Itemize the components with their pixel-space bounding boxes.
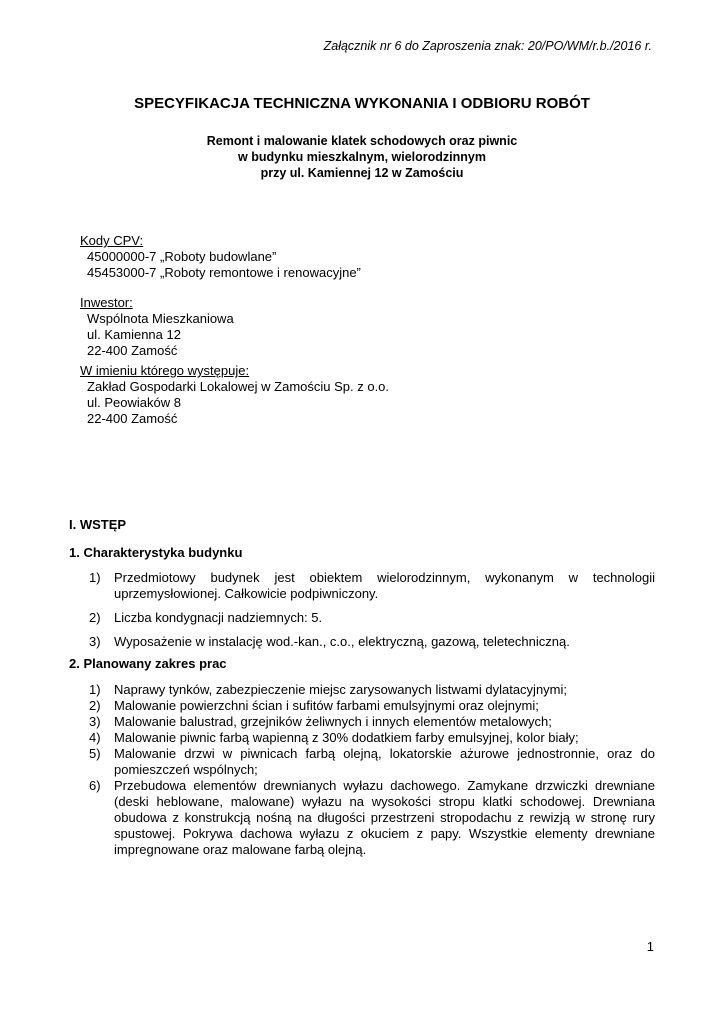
list-item (89, 610, 655, 626)
planned-works-list (89, 682, 655, 858)
item-number: 2) (89, 610, 101, 625)
item-text: Wyposażenie w instalację wod.-kan., c.o., elektryczną, gazową, teletechniczną. (114, 634, 570, 649)
item-text: Malowanie piwnic farbą wapienną z 30% dodatkiem farby emulsyjnej, kolor biały; (114, 730, 579, 745)
page-number: 1 (646, 939, 654, 954)
on-behalf-block (80, 363, 389, 427)
item-text: Przedmiotowy budynek jest obiektem wielorodzinnym, wykonanym w technologii uprzemysłowionej. Całkowicie podpiwniczony. (114, 570, 655, 601)
item-text: Liczba kondygnacji nadziemnych: 5. (114, 610, 323, 625)
on-behalf-line: ul. Peowiaków 8 (87, 395, 181, 410)
subtitle-line: w budynku mieszkalnym, wielorodzinnym (238, 150, 486, 164)
item-text: Malowanie balustrad, grzejników żeliwnych i innych elementów metalowych; (114, 714, 552, 729)
subtitle-line: przy ul. Kamiennej 12 w Zamościu (260, 166, 464, 180)
list-item (89, 682, 655, 698)
list-item (89, 730, 655, 746)
item-number: 2) (89, 698, 101, 713)
item-number: 6) (89, 778, 101, 793)
attachment-note: Załącznik nr 6 do Zaproszenia znak: 20/PO/WM/r.b./2016 r. (323, 39, 652, 53)
cpv-line: 45453000-7 „Roboty remontowe i renowacyjne” (87, 265, 361, 280)
item-text: Przebudowa elementów drewnianych wyłazu dachowego. Zamykane drzwiczki drewniane (deski heblowane, malowane) wyłazu na wysokości stropu klatki schodowej. Drewniana obudowa z konstrukcją nośną na długości przestrzeni stropodachu z rewizją w stronę rury spustowej. Pokrywa dachowa wyłazu z okuciem z papy. Wszystkie elementy drewniane impregnowane oraz malowane farbą olejną. (114, 778, 655, 857)
investor-line: ul. Kamienna 12 (87, 327, 181, 342)
item-number: 5) (89, 746, 101, 761)
list-item (89, 778, 655, 858)
list-item (89, 570, 655, 602)
item-number: 1) (89, 570, 101, 585)
list-item (89, 634, 655, 650)
subtitle-line: Remont i malowanie klatek schodowych oraz piwnic (206, 134, 518, 148)
on-behalf-line: Zakład Gospodarki Lokalowej w Zamościu Sp. z o.o. (87, 379, 390, 394)
investor-block (80, 295, 234, 359)
building-characteristics-list (89, 570, 655, 650)
subsection-heading: 2. Planowany zakres prac (69, 656, 227, 671)
investor-line: Wspólnota Mieszkaniowa (87, 311, 234, 326)
section-heading: I. WSTĘP (69, 517, 127, 532)
item-number: 3) (89, 634, 101, 649)
document-title: SPECYFIKACJA TECHNICZNA WYKONANIA I ODBIORU ROBÓT (134, 95, 590, 112)
subsection-heading: 1. Charakterystyka budynku (69, 545, 243, 560)
item-number: 3) (89, 714, 101, 729)
list-item (89, 746, 655, 778)
cpv-block (80, 233, 361, 281)
on-behalf-label: W imieniu którego występuje: (80, 363, 250, 378)
investor-line: 22-400 Zamość (87, 343, 178, 358)
cpv-line: 45000000-7 „Roboty budowlane” (87, 249, 277, 264)
list-item (89, 714, 655, 730)
cpv-label: Kody CPV: (80, 233, 144, 248)
investor-label: Inwestor: (80, 295, 133, 310)
item-number: 1) (89, 682, 101, 697)
on-behalf-line: 22-400 Zamość (87, 411, 178, 426)
item-text: Malowanie powierzchni ścian i sufitów farbami emulsyjnymi oraz olejnymi; (114, 698, 539, 713)
item-number: 4) (89, 730, 101, 745)
item-text: Naprawy tynków, zabezpieczenie miejsc zarysowanych listwami dylatacyjnymi; (114, 682, 568, 697)
item-text: Malowanie drzwi w piwnicach farbą olejną, lokatorskie ażurowe jednostronnie, oraz do pomieszczeń wspólnych; (114, 746, 655, 777)
list-item (89, 698, 655, 714)
